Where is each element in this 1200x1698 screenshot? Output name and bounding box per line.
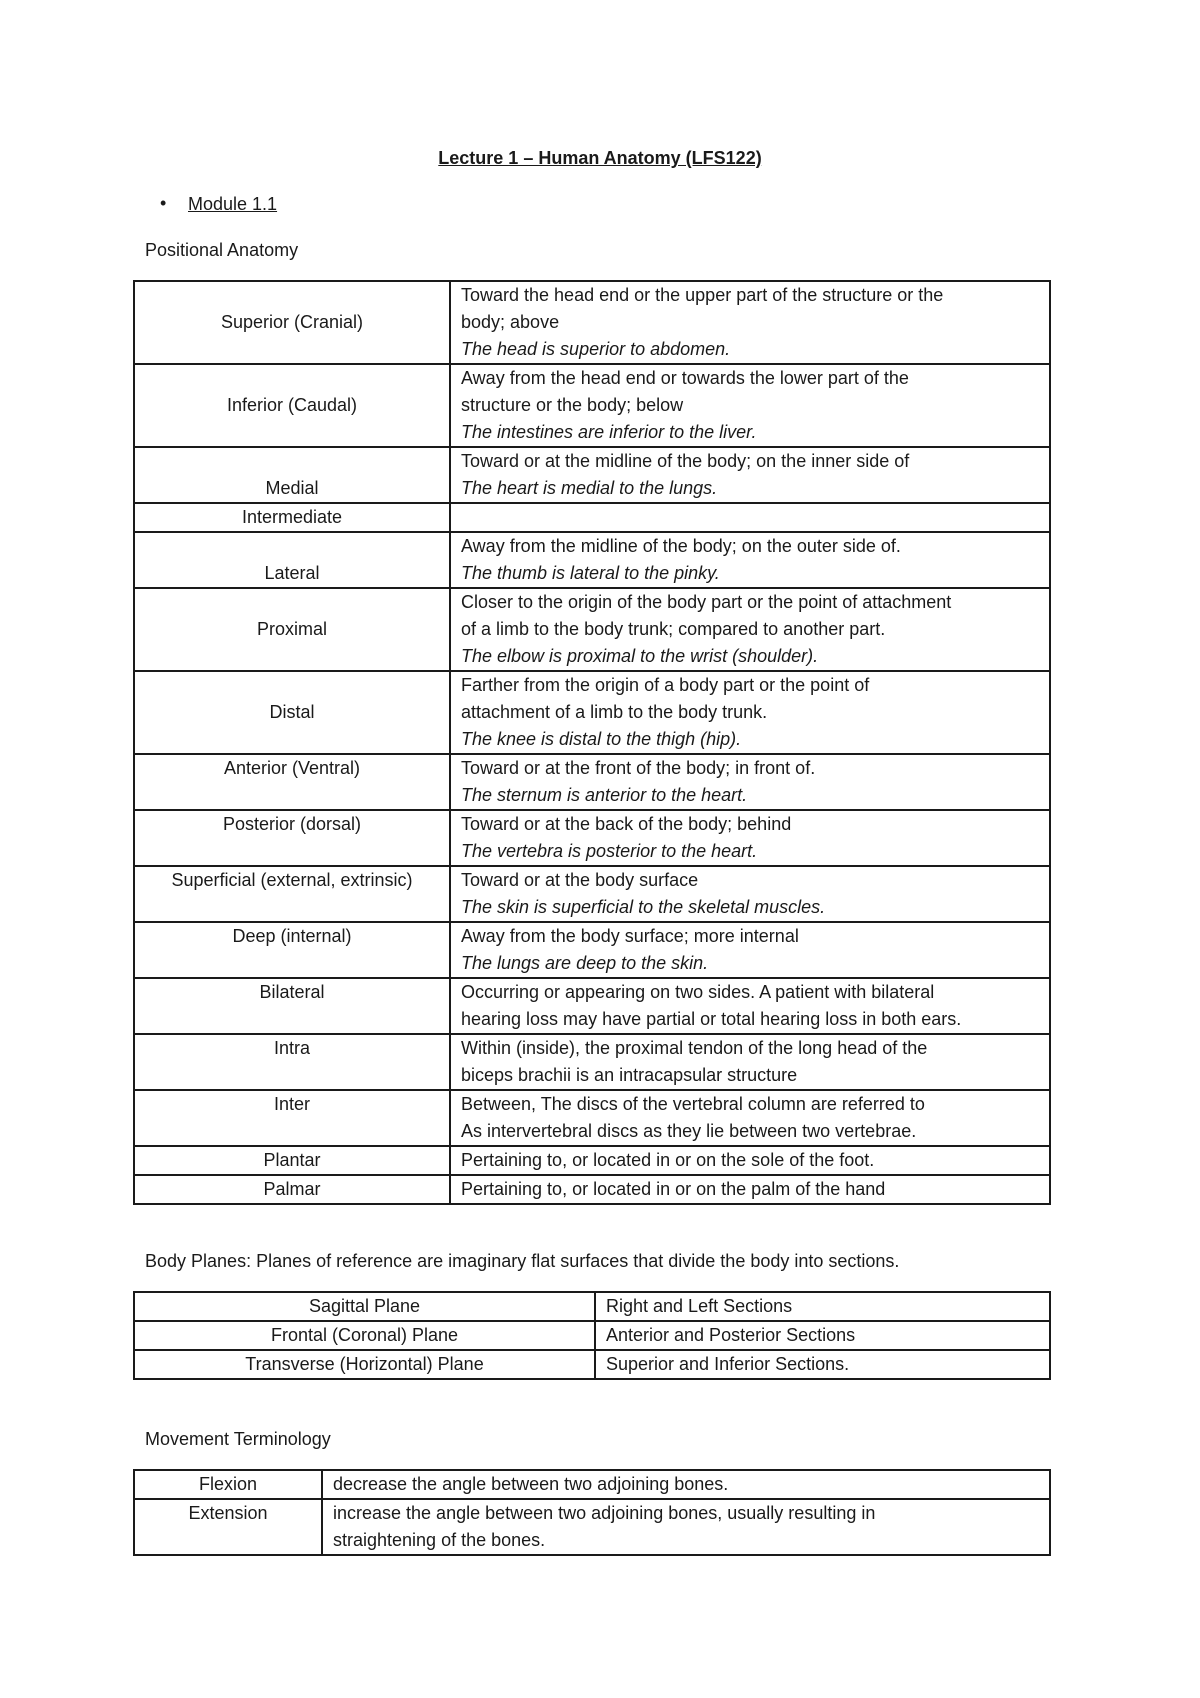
example-text: The intestines are inferior to the liver. [461,422,757,442]
definition-line: body; above [461,312,560,332]
definition-cell [450,364,1050,447]
movement-term: Extension [134,1499,322,1555]
term-cell: Inter [134,1090,450,1146]
definition-line: Closer to the origin of the body part or the point of attachment [461,592,952,612]
definition-line: Occurring or appearing on two sides. A patient with bilateral [461,982,935,1002]
definition-cell [450,1090,1050,1146]
movement-heading: Movement Terminology [145,1429,331,1449]
definition-cell [450,922,1050,978]
definition-line: Pertaining to, or located in or on the palm of the hand [461,1179,886,1199]
plane-name: Sagittal Plane [134,1292,595,1321]
term-cell: Distal [134,671,450,754]
example-text: The skin is superficial to the skeletal muscles. [461,897,826,917]
movement-definition [322,1470,1050,1499]
term-cell: Deep (internal) [134,922,450,978]
definition-line: Within (inside), the proximal tendon of the long head of the [461,1038,928,1058]
term-cell: Lateral [134,532,450,588]
definition-line: Away from the head end or towards the lower part of the [461,368,909,388]
table-row [134,532,1050,588]
definition-line: of a limb to the body trunk; compared to another part. [461,619,886,639]
positional-heading: Positional Anatomy [145,240,299,260]
table-row [134,922,1050,978]
definition-line: Toward or at the body surface [461,870,699,890]
plane-sections: Superior and Inferior Sections. [595,1350,1050,1379]
definition-line: Toward or at the front of the body; in front of. [461,758,816,778]
term-cell: Bilateral [134,978,450,1034]
table-row [134,1146,1050,1175]
example-text: The lungs are deep to the skin. [461,953,709,973]
movement-definition [322,1499,1050,1555]
table-row [134,1350,1050,1379]
module-label: Module 1.1 [188,194,278,214]
term-cell: Proximal [134,588,450,671]
page-title: Lecture 1 – Human Anatomy (LFS122) [438,148,762,168]
definition-cell [450,866,1050,922]
table-row [134,1175,1050,1204]
example-text: The knee is distal to the thigh (hip). [461,729,742,749]
positional-anatomy-table [133,280,1051,1205]
plane-sections: Anterior and Posterior Sections [595,1321,1050,1350]
definition-line: Toward the head end or the upper part of the structure or the [461,285,944,305]
definition-cell [450,447,1050,503]
table-row [134,1090,1050,1146]
definition-line: structure or the body; below [461,395,684,415]
definition-cell [450,532,1050,588]
definition-line: Toward or at the back of the body; behind [461,814,792,834]
table-row [134,1034,1050,1090]
definition-line: attachment of a limb to the body trunk. [461,702,768,722]
planes-heading: Body Planes: Planes of reference are imaginary flat surfaces that divide the body into sections. [145,1251,900,1271]
table-row [134,447,1050,503]
definition-cell [450,810,1050,866]
definition-line: Pertaining to, or located in or on the sole of the foot. [461,1150,875,1170]
definition-line: Between, The discs of the vertebral column are referred to [461,1094,925,1114]
plane-name: Frontal (Coronal) Plane [134,1321,595,1350]
table-row [134,810,1050,866]
plane-sections: Right and Left Sections [595,1292,1050,1321]
definition-line: biceps brachii is an intracapsular structure [461,1065,798,1085]
term-cell: Intermediate [134,503,450,532]
table-row [134,503,1050,532]
bullet-icon: • [160,193,167,213]
term-cell: Superficial (external, extrinsic) [134,866,450,922]
term-cell: Superior (Cranial) [134,281,450,364]
example-text: The vertebra is posterior to the heart. [461,841,758,861]
term-cell: Plantar [134,1146,450,1175]
definition-line: decrease the angle between two adjoining bones. [333,1474,729,1494]
table-row [134,978,1050,1034]
definition-line: increase the angle between two adjoining bones, usually resulting in [333,1503,876,1523]
body-planes-table [133,1291,1051,1380]
module-item [160,193,278,215]
table-row [134,1292,1050,1321]
table-row [134,866,1050,922]
example-text: The thumb is lateral to the pinky. [461,563,720,583]
term-cell: Anterior (Ventral) [134,754,450,810]
definition-cell [450,503,1050,532]
table-row [134,754,1050,810]
definition-line: straightening of the bones. [333,1530,546,1550]
example-text: The heart is medial to the lungs. [461,478,718,498]
definition-line: Away from the body surface; more internal [461,926,799,946]
table-row [134,281,1050,364]
movement-term: Flexion [134,1470,322,1499]
definition-cell [450,754,1050,810]
definition-cell [450,588,1050,671]
definition-cell [450,978,1050,1034]
plane-name: Transverse (Horizontal) Plane [134,1350,595,1379]
table-row [134,1499,1050,1555]
term-cell: Inferior (Caudal) [134,364,450,447]
definition-line: Away from the midline of the body; on the outer side of. [461,536,901,556]
definition-line: Toward or at the midline of the body; on the inner side of [461,451,910,471]
definition-line: hearing loss may have partial or total hearing loss in both ears. [461,1009,962,1029]
definition-line: Farther from the origin of a body part or the point of [461,675,870,695]
table-row [134,364,1050,447]
definition-cell [450,671,1050,754]
definition-line: As intervertebral discs as they lie between two vertebrae. [461,1121,917,1141]
definition-cell [450,1034,1050,1090]
example-text: The sternum is anterior to the heart. [461,785,748,805]
term-cell: Medial [134,447,450,503]
example-text: The elbow is proximal to the wrist (shoulder). [461,646,819,666]
table-row [134,1321,1050,1350]
definition-cell [450,1146,1050,1175]
table-row [134,1470,1050,1499]
term-cell: Posterior (dorsal) [134,810,450,866]
definition-cell [450,281,1050,364]
table-row [134,671,1050,754]
movement-terminology-table [133,1469,1051,1556]
table-row [134,588,1050,671]
example-text: The head is superior to abdomen. [461,339,731,359]
term-cell: Palmar [134,1175,450,1204]
definition-cell [450,1175,1050,1204]
term-cell: Intra [134,1034,450,1090]
